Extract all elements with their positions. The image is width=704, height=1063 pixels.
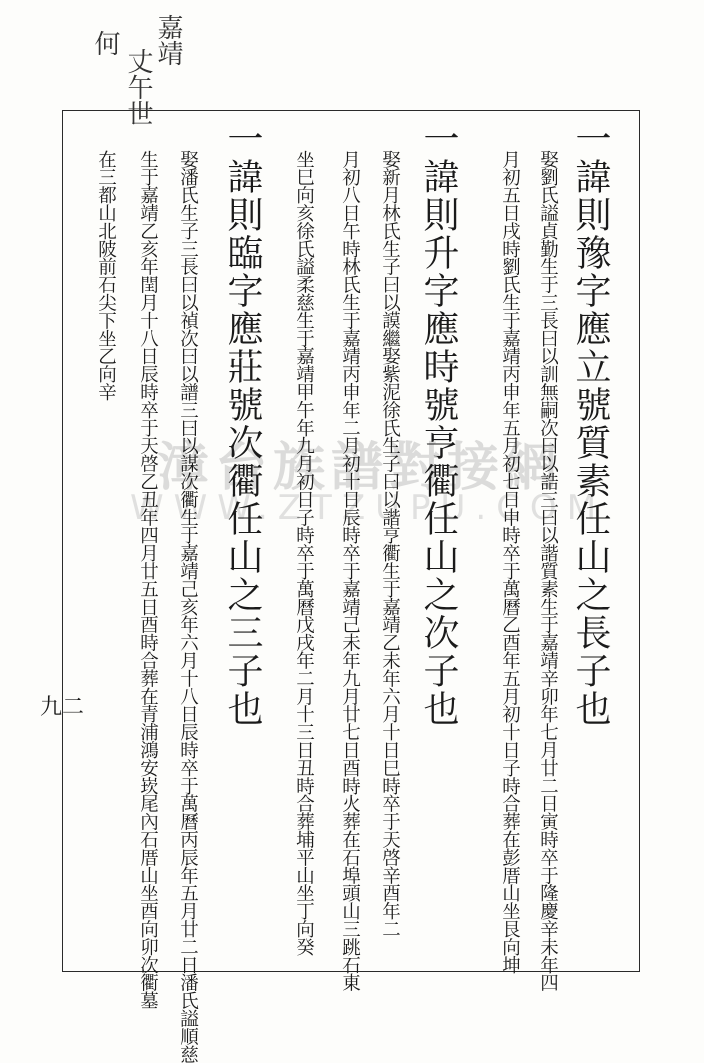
entry-body-line: 生于嘉靖乙亥年閏月十八日辰時卒于天啓乙丑年四月廿五日酉時合葬在青浦鴻安崁尾內石厝山坐酉向卯次衢墓 <box>137 150 159 1010</box>
entry-body-line: 月初八日午時林氏生于嘉靖丙申年二月初十日辰時卒于嘉靖己未年九月廿七日酉時火葬在石埠頭山三跳石東 <box>339 150 361 992</box>
margin-note-2: 丈午世 <box>123 48 153 126</box>
entry-body-line: 月初五日戌時劉氏生于嘉靖丙申年五月初七日申時卒于萬曆乙酉年五月初十日子時合葬在彭厝山坐艮向坤 <box>499 150 521 974</box>
entry-heading-2: 一諱則升字應時號亨衢任山之次子也 <box>418 120 459 728</box>
page-number: 九二 <box>40 695 85 720</box>
entry-heading-1: 一諱則豫字應立號質素任山之長子也 <box>570 120 611 728</box>
entry-heading-3: 一諱則臨字應莊號次衢任山之三子也 <box>222 120 263 728</box>
entry-body-line: 在三都山北陂前石尖下坐乙向辛 <box>95 150 117 401</box>
watermark-url: WWW.ZTZUPU.COM <box>130 488 607 528</box>
entry-body-line: 娶潘氏生子三長曰以禎次曰以譜三曰以謀次衢生于嘉靖己亥年六月十八日辰時卒于萬曆丙辰年五月廿二日潘氏謚順慈 <box>177 150 199 1063</box>
entry-body-line: 娶劉氏謚貞勤生于三長曰以訓無嗣次曰以誥三曰以諧質素生于嘉靖辛卯年七月廿二日寅時卒于隆慶辛未年四 <box>537 150 559 992</box>
margin-note-3: 何 <box>90 30 120 56</box>
watermark-title: 漳台族譜對接網 <box>156 437 563 498</box>
entry-body-line: 坐巳向亥徐氏謚柔慈生于嘉靖甲午年九月初日子時卒于萬曆戊戌年二月十三日丑時合葬埔平山坐丁向癸 <box>293 150 315 956</box>
entry-body-line: 娶新月林氏生子曰以謨繼娶紫泥徐氏生子曰以諧亨衢生于嘉靖乙未年六月十日巳時卒于天啓辛酉年二 <box>379 150 401 938</box>
margin-note-1: 嘉靖 <box>153 14 183 66</box>
